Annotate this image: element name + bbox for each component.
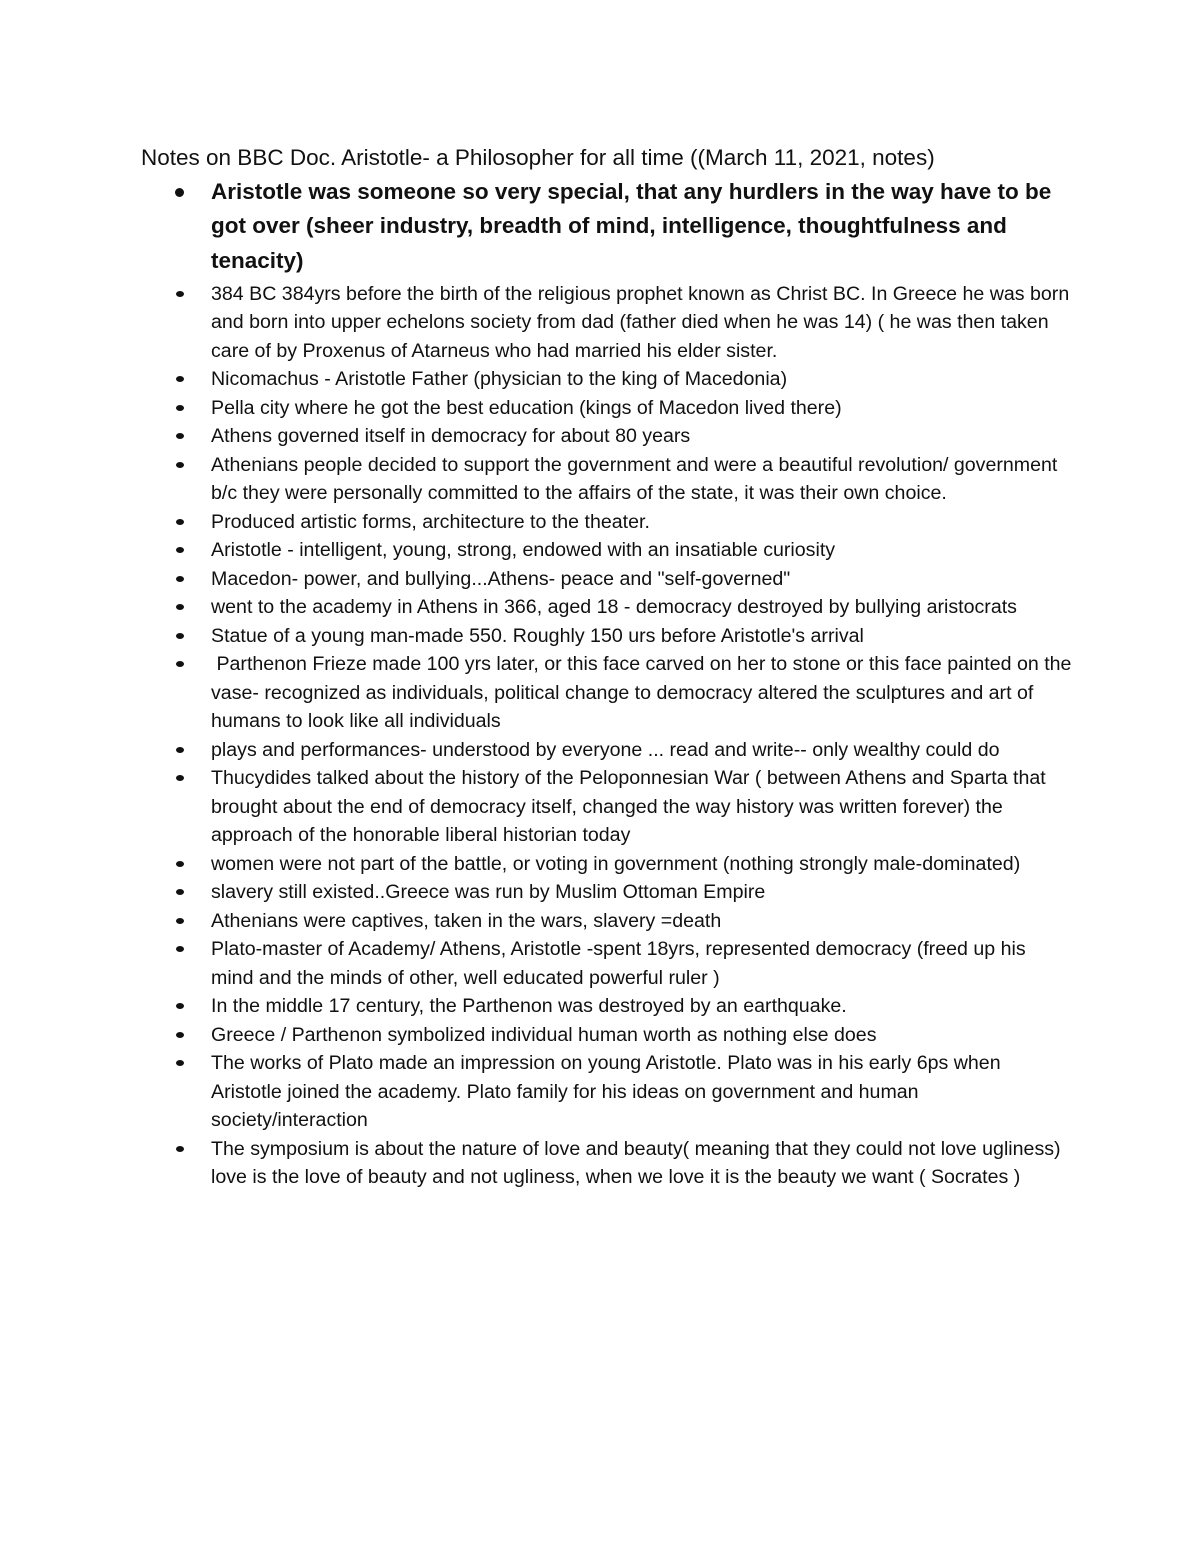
note-text: Thucydides talked about the history of the Peloponnesian War ( between Athens and Sparta that brought about the end of democracy itself, changed the way history was written forever) the approach of the honorable liberal historian today (211, 767, 1046, 847)
bullet-icon (176, 633, 184, 639)
list-item (211, 593, 1073, 622)
bullet-icon (176, 1060, 184, 1066)
bullet-icon (176, 433, 184, 439)
bullet-icon (176, 462, 184, 468)
bullet-icon (176, 1146, 184, 1152)
document-title: Notes on BBC Doc. Aristotle- a Philosopher for all time ((March 11, 2021, notes) (141, 145, 935, 170)
list-item (211, 280, 1073, 366)
note-text: The works of Plato made an impression on young Aristotle. Plato was in his early 6ps when Aristotle joined the academy. Plato family for his ideas on government and human society/interaction (211, 1052, 1001, 1132)
list-item (211, 508, 1073, 537)
note-text: Statue of a young man-made 550. Roughly 150 urs before Aristotle's arrival (211, 624, 864, 647)
bullet-icon (176, 405, 184, 411)
note-text: slavery still existed..Greece was run by Muslim Ottoman Empire (211, 881, 766, 904)
list-item (211, 1021, 1073, 1050)
bullet-icon (176, 376, 184, 382)
list-item (211, 850, 1073, 879)
note-text: In the middle 17 century, the Parthenon was destroyed by an earthquake. (211, 995, 847, 1018)
list-item (211, 422, 1073, 451)
bullet-icon (176, 519, 184, 525)
list-item (211, 736, 1073, 765)
bullet-icon (176, 861, 184, 867)
bullet-icon (176, 1032, 184, 1038)
bullet-icon (176, 604, 184, 610)
list-item (211, 451, 1073, 508)
list-item (211, 1049, 1073, 1135)
note-text: Pella city where he got the best education (kings of Macedon lived there) (211, 396, 842, 419)
note-text: Aristotle - intelligent, young, strong, endowed with an insatiable curiosity (211, 539, 836, 562)
bullet-icon (176, 889, 184, 895)
list-item (211, 650, 1077, 736)
bullet-icon (176, 547, 184, 553)
list-item (211, 907, 1073, 936)
list-item (211, 1135, 1073, 1192)
note-text: Greece / Parthenon symbolized individual human worth as nothing else does (211, 1023, 877, 1046)
bullet-icon (176, 918, 184, 924)
note-text: Parthenon Frieze made 100 yrs later, or this face carved on her to stone or this face painted on the vase- recognized as individuals, political change to democracy altered the sculptures and art of humans to look like all individuals (211, 653, 1077, 733)
list-item (211, 622, 1073, 651)
note-text: Produced artistic forms, architecture to the theater. (211, 510, 650, 533)
list-item (211, 365, 1073, 394)
note-text: Athens governed itself in democracy for about 80 years (211, 425, 691, 448)
note-text: Nicomachus - Aristotle Father (physician to the king of Macedonia) (211, 368, 788, 391)
main-point-text: Aristotle was someone so very special, that any hurdlers in the way have to be got over (sheer industry, breadth of mind, intelligence, thoughtfulness and tenacity) (211, 179, 1052, 273)
list-item-main-point (211, 175, 1073, 278)
bullet-icon (176, 576, 184, 582)
bullet-icon (176, 946, 184, 952)
note-text: Athenians were captives, taken in the wars, slavery =death (211, 909, 722, 932)
bullet-icon (176, 775, 184, 781)
note-text: The symposium is about the nature of love and beauty( meaning that they could not love ugliness) love is the love of beauty and not ugliness, when we love it is the beauty we want ( Socrates ) (211, 1137, 1072, 1189)
bullet-icon (176, 1003, 184, 1009)
list-item (211, 536, 1073, 565)
note-text: women were not part of the battle, or voting in government (nothing strongly male-dominated) (211, 852, 1021, 875)
note-text: Plato-master of Academy/ Athens, Aristotle -spent 18yrs, represented democracy (freed up his mind and the minds of other, well educated powerful ruler ) (211, 938, 1026, 989)
bullet-icon (176, 747, 184, 753)
bullet-icon (176, 291, 184, 297)
note-text: went to the academy in Athens in 366, aged 18 - democracy destroyed by bullying aristocrats (211, 596, 1017, 619)
note-text: plays and performances- understood by everyone ... read and write-- only wealthy could do (211, 738, 1000, 761)
list-item (211, 992, 1073, 1021)
list-item (211, 565, 1073, 594)
note-text: Macedon- power, and bullying...Athens- peace and "self-governed" (211, 567, 791, 590)
note-text: 384 BC 384yrs before the birth of the religious prophet known as Christ BC. In Greece he was born and born into upper echelons society from dad (father died when he was 14) ( he was then taken care of by Proxenus of Atarneus who had married his elder sister. (211, 282, 1070, 362)
list-item (211, 878, 1073, 907)
list-item (211, 935, 1073, 992)
bullet-icon (175, 188, 184, 197)
bullet-icon (176, 661, 184, 667)
list-item (211, 394, 1073, 423)
note-text: Athenians people decided to support the government and were a beautiful revolution/ government b/c they were personally committed to the affairs of the state, it was their own choice. (211, 453, 1058, 505)
list-item (211, 764, 1073, 850)
notes-list (211, 175, 1077, 1192)
